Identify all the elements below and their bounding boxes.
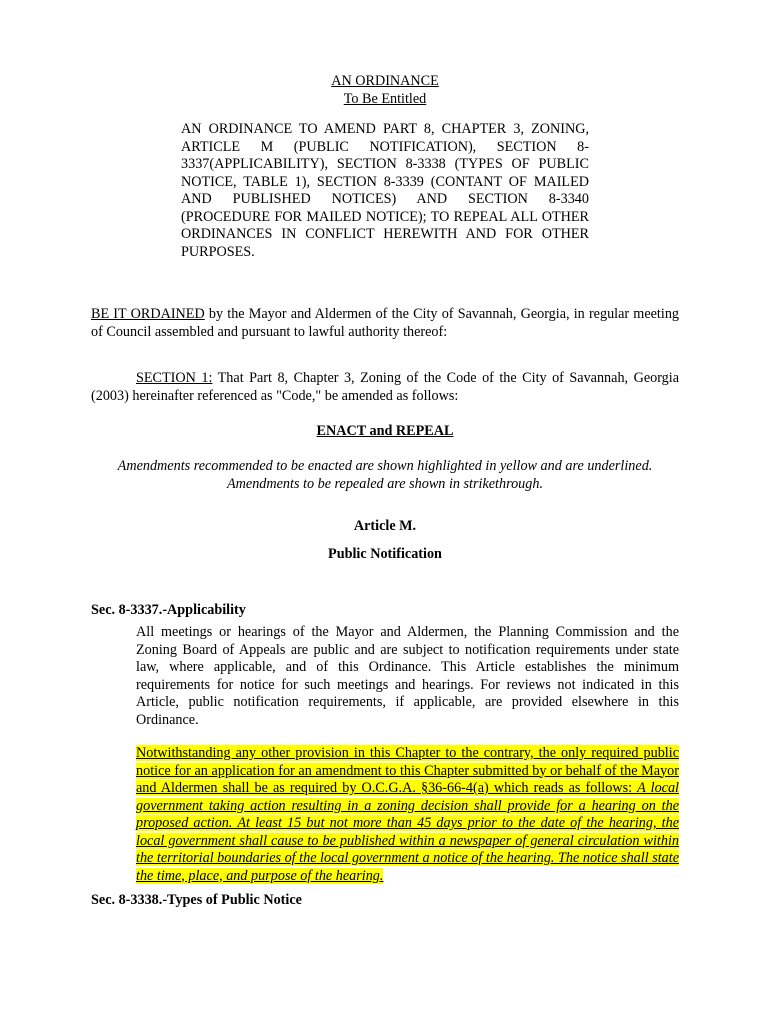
- heading-line-ordinance: AN ORDINANCE: [331, 73, 439, 89]
- article-subtitle: Public Notification: [328, 546, 442, 562]
- section1-lead: SECTION 1:: [136, 370, 213, 386]
- amendments-note-line1: Amendments recommended to be enacted are shown highlighted in yellow and are underlined.: [117, 458, 653, 474]
- amendment-quoted-text: A local government taking action resulting in a zoning decision shall provide for a hearing on the proposed action. At least 15 but not more than 45 days prior to the date of the hearing, the local government shall cause to be published within a newspaper of general circulation within the territorial boundaries of the local government a notice of the hearing. The notice shall state the time, place, and purpose of the hearing.: [136, 780, 679, 884]
- section1-text: That Part 8, Chapter 3, Zoning of the Code of the City of Savannah, Georgia (2003) hereinafter referenced as "Code," be amended as follows:: [91, 370, 680, 404]
- title-block: AN ORDINANCE TO AMEND PART 8, CHAPTER 3, ZONING, ARTICLE M (PUBLIC NOTIFICATION), SECTION 8-3337(APPLICABILITY), SECTION 8-3338 (TYPES OF PUBLIC NOTICE, TABLE 1), SECTION 8-3339 (CONTANT OF MAILED AND PUBLISHED NOTICES) AND SECTION 8-3340 (PROCEDURE FOR MAILED NOTICE); TO REPEAL ALL OTHER ORDINANCES IN CONFLICT HEREWITH AND FOR OTHER PURPOSES.: [181, 121, 589, 260]
- ordained-lead: BE IT ORDAINED: [91, 306, 205, 322]
- amendments-note: [0, 458, 770, 493]
- sec-3337-amendment: [136, 745, 679, 885]
- enact-repeal-heading: ENACT and REPEAL: [316, 423, 454, 439]
- amendments-note-line2: Amendments to be repealed are shown in strikethrough.: [226, 475, 544, 492]
- sec-3337-paragraph: All meetings or hearings of the Mayor and Aldermen, the Planning Commission and the Zoning Board of Appeals are public and are subject to notification requirements under state law, where applicable, and of this Ordinance. This Article establishes the minimum requirements for notice for such meetings and hearings. For reviews not indicated in this Article, public notification requirements, if applicable, are provided elsewhere in this Ordinance.: [136, 624, 679, 728]
- ordained-paragraph: [91, 306, 679, 341]
- ordained-text: by the Mayor and Aldermen of the City of Savannah, Georgia, in regular meeting of Council assembled and pursuant to lawful authority thereof:: [91, 306, 680, 340]
- amendment-plain-text: Notwithstanding any other provision in this Chapter to the contrary, the only required public notice for an application for an amendment to this Chapter submitted by or behalf of the Mayor and Aldermen shall be as required by O.C.G.A. §36-66-4(a) which reads as follows:: [136, 745, 679, 796]
- heading-line-entitled: To Be Entitled: [343, 90, 427, 107]
- section1-paragraph: [91, 370, 679, 405]
- document-heading: [0, 73, 770, 108]
- sec-3338-heading: Sec. 8-3338.-Types of Public Notice: [91, 892, 302, 908]
- sec-3337-heading: Sec. 8-3337.-Applicability: [91, 602, 246, 618]
- article-title: Article M.: [353, 518, 417, 534]
